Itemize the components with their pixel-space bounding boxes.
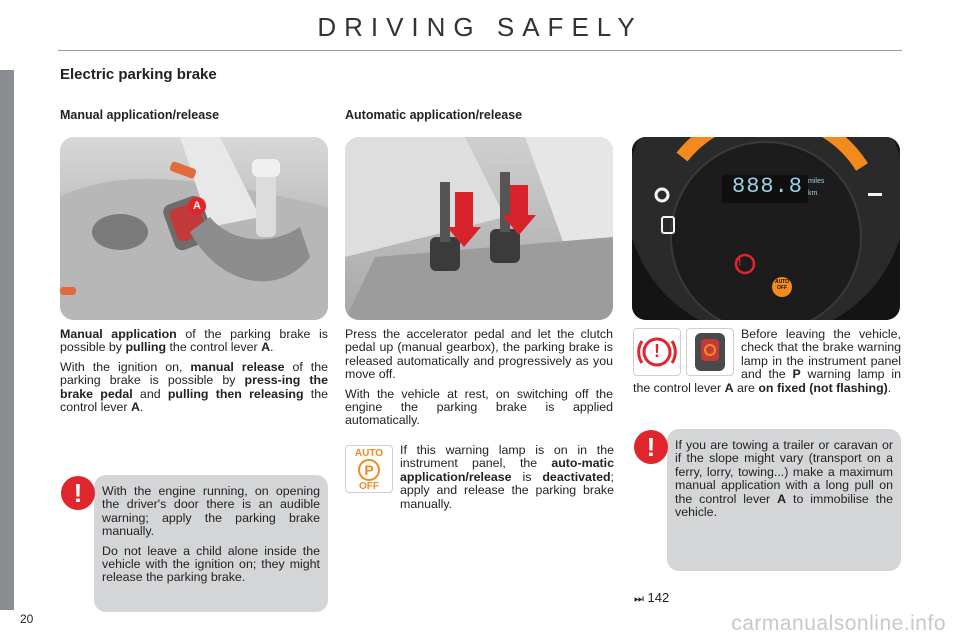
auto-off-panel-top: AUTO	[774, 279, 790, 285]
page-number: 20	[20, 612, 34, 626]
reference-arrow-icon: ⏭	[634, 592, 644, 605]
towing-exclamation-icon: !	[634, 430, 668, 464]
automatic-text	[345, 328, 613, 434]
auto-off-panel-bottom: OFF	[777, 285, 787, 291]
unit-km: km	[808, 190, 818, 197]
automatic-paragraph-1: Press the accelerator pedal and let the clutch pedal up (manual gearbox), the parking brake is released automatically and progressively as you move off.	[345, 327, 613, 382]
before-leaving-description: Before leaving the vehicle, check that the brake warning lamp in the instrument panel and the P warning lamp in the control lever A are on fixed (not flashing).	[633, 327, 901, 395]
auto-lamp-p: P	[358, 459, 380, 481]
towing-warning-box	[667, 429, 901, 571]
automatic-heading: Automatic application/release	[345, 108, 523, 122]
brake-warning-lamp-mark: !	[654, 341, 660, 361]
control-lever-photo	[60, 137, 328, 320]
unit-miles: miles	[808, 178, 825, 185]
auto-lamp-top: AUTO	[354, 448, 384, 459]
auto-off-panel-icon	[772, 279, 792, 291]
automatic-paragraph-2: With the vehicle at rest, on switching off the engine the parking brake is applied automatically.	[345, 386, 613, 428]
manual-warning-box	[94, 475, 328, 612]
header-divider	[58, 50, 902, 51]
auto-lamp-text	[400, 444, 614, 517]
manual-heading: Manual application/release	[60, 108, 220, 122]
auto-lamp-description: If this warning lamp is on in the instrument panel, the auto-matic application/release is deactivated; apply and release the parking brake manually.	[400, 443, 614, 511]
page-title: DRIVING SAFELY	[317, 12, 643, 42]
warning-exclamation-icon: !	[61, 476, 95, 510]
callout-a: A	[188, 197, 206, 215]
auto-p-off-lamp-icon	[345, 445, 393, 493]
watermark: carmanualsonline.info	[731, 612, 946, 635]
page-reference[interactable]	[634, 590, 669, 606]
manual-paragraph-1: Manual application of the parking brake is possible by pulling the control lever A.	[60, 327, 328, 355]
pedals-photo	[345, 137, 613, 320]
page-edge-tab	[0, 70, 14, 610]
instrument-panel-photo	[632, 137, 900, 320]
brake-warning-panel-icon: !	[738, 257, 742, 268]
warning-audible: With the engine running, on opening the driver's door there is an audible warning; apply the parking brake manually.	[102, 484, 320, 539]
odometer-readout: 888.8	[732, 174, 804, 199]
manual-paragraph-2: With the ignition on, manual release of the parking brake is possible by press-ing the brake pedal and pulling then releasing the control lever A.	[60, 359, 329, 415]
reference-page: 142	[647, 590, 670, 605]
towing-warning-text: If you are towing a trailer or caravan or if the slope might vary (transport on a ferry, lorry, towing...) make a maximum manual application with a long pull on the control lever A to immobilise the vehicle.	[675, 438, 893, 520]
section-title: Electric parking brake	[60, 66, 217, 83]
before-leaving-text	[633, 328, 901, 401]
manual-text	[60, 328, 328, 420]
warning-child: Do not leave a child alone inside the vehicle with the ignition on; they might release the parking brake.	[102, 543, 320, 585]
auto-lamp-bottom: OFF	[359, 481, 379, 492]
